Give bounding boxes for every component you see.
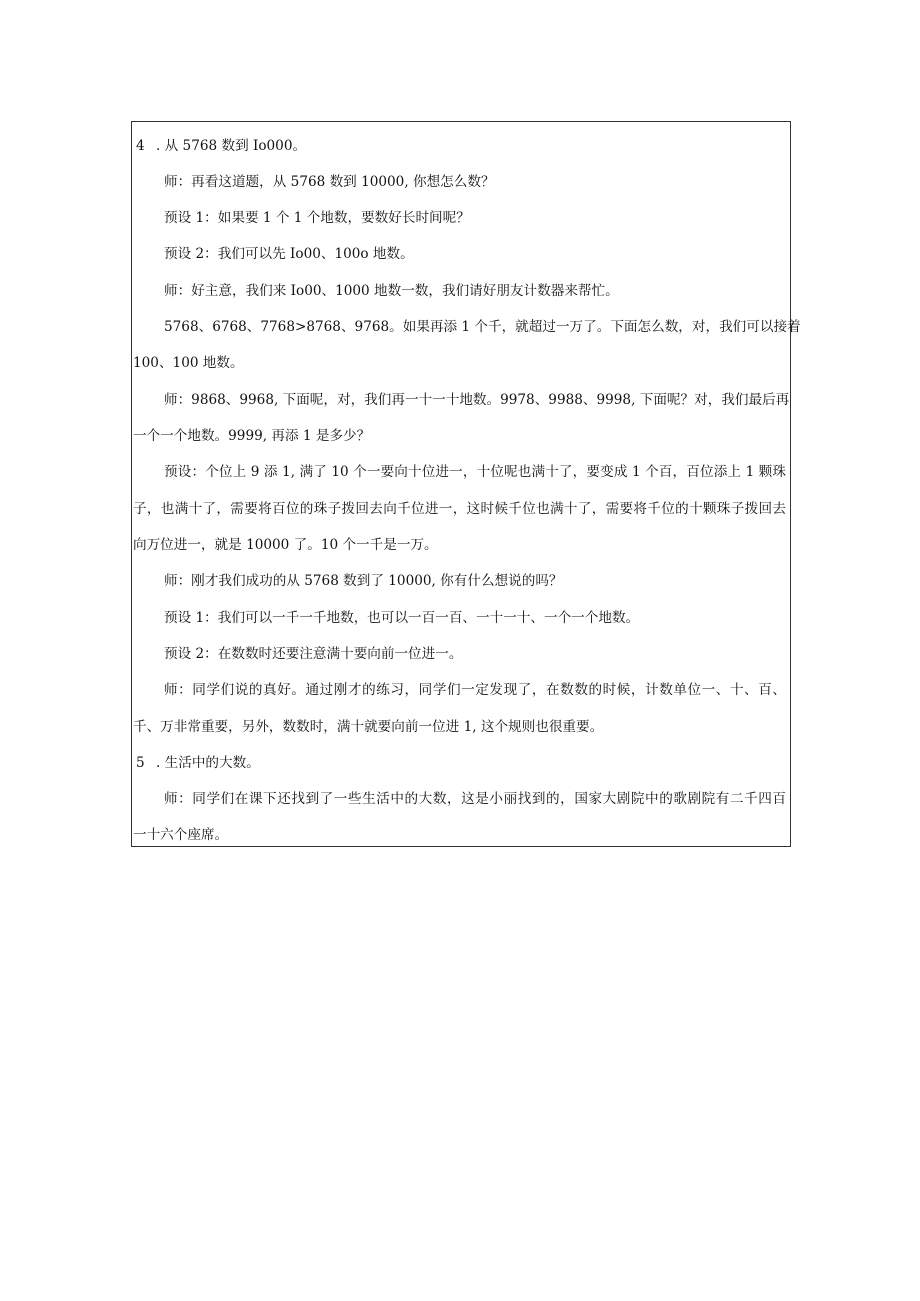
paragraph-text: 一十六个座席。 [133, 827, 229, 843]
paragraph-continuation [132, 535, 790, 555]
paragraph-continuation [132, 353, 790, 373]
paragraph-line [132, 244, 790, 264]
section-title: . 从 5768 数到 Io000。 [156, 138, 307, 154]
section-number: 5 [136, 755, 145, 771]
paragraph-text: 预设 2：我们可以先 Io00、100o 地数。 [164, 246, 414, 262]
paragraph-text: 一个一个地数。9999, 再添 1 是多少？ [133, 428, 371, 444]
section-heading [132, 136, 790, 156]
paragraph-line [132, 208, 790, 228]
paragraph-text: 师：再看这道题，从 5768 数到 10000, 你想怎么数？ [164, 174, 495, 190]
paragraph-text: 向万位进一，就是 10000 了。10 个一千是一万。 [133, 537, 438, 553]
paragraph-line [132, 462, 790, 482]
paragraph-line [132, 571, 790, 591]
paragraph-line [132, 644, 790, 664]
paragraph-text: 子，也满十了，需要将百位的珠子拨回去向千位进一，这时候千位也满十了，需要将千位的十颗珠子拨回去 [133, 501, 786, 517]
paragraph-text: 师：刚才我们成功的从 5768 数到了 10000, 你有什么想说的吗？ [164, 573, 563, 589]
paragraph-continuation [132, 499, 790, 519]
paragraph-text: 预设 1：我们可以一千一千地数，也可以一百一百、一十一十、一个一个地数。 [164, 610, 640, 626]
paragraph-line [132, 680, 790, 700]
paragraph-text: 100、100 地数。 [133, 355, 244, 371]
section-title: . 生活中的大数。 [156, 755, 260, 771]
paragraph-line [132, 281, 790, 301]
paragraph-text: 预设 1：如果要 1 个 1 个地数，要数好长时间呢？ [164, 210, 470, 226]
paragraph-line [132, 172, 790, 192]
paragraph-text: 师：好主意，我们来 Io00、1000 地数一数，我们请好朋友计数器来帮忙。 [164, 283, 619, 299]
paragraph-continuation [132, 717, 790, 737]
lesson-text-box [131, 121, 801, 847]
paragraph-text: 师：同学们在课下还找到了一些生活中的大数，这是小丽找到的，国家大剧院中的歌剧院有二千四百 [164, 791, 786, 807]
paragraph-continuation [132, 426, 790, 446]
paragraph-text: 预设 2：在数数时还要注意满十要向前一位进一。 [164, 646, 463, 662]
paragraph-line [132, 317, 801, 337]
paragraph-line [132, 390, 790, 410]
paragraph-line [132, 789, 790, 809]
section-heading [132, 753, 790, 773]
paragraph-text: 师：同学们说的真好。通过刚才的练习，同学们一定发现了，在数数的时候，计数单位一、十、百、 [164, 682, 786, 698]
paragraph-text: 预设：个位上 9 添 1, 满了 10 个一要向十位进一，十位呢也满十了，要变成 1 个百，百位添上 1 颗珠 [164, 464, 786, 480]
paragraph-text: 师：9868、9968, 下面呢，对，我们再一十一十地数。9978、9988、9998, 下面呢？对，我们最后再 [164, 392, 790, 408]
paragraph-continuation [132, 825, 790, 845]
paragraph-text: 5768、6768、7768>8768、9768。如果再添 1 个千，就超过一万了。下面怎么数，对，我们可以接着 [164, 319, 801, 335]
section-number: 4 [136, 138, 145, 154]
paragraph-line [132, 608, 790, 628]
paragraph-text: 千、万非常重要，另外，数数时，满十就要向前一位进 1, 这个规则也很重要。 [133, 719, 604, 735]
